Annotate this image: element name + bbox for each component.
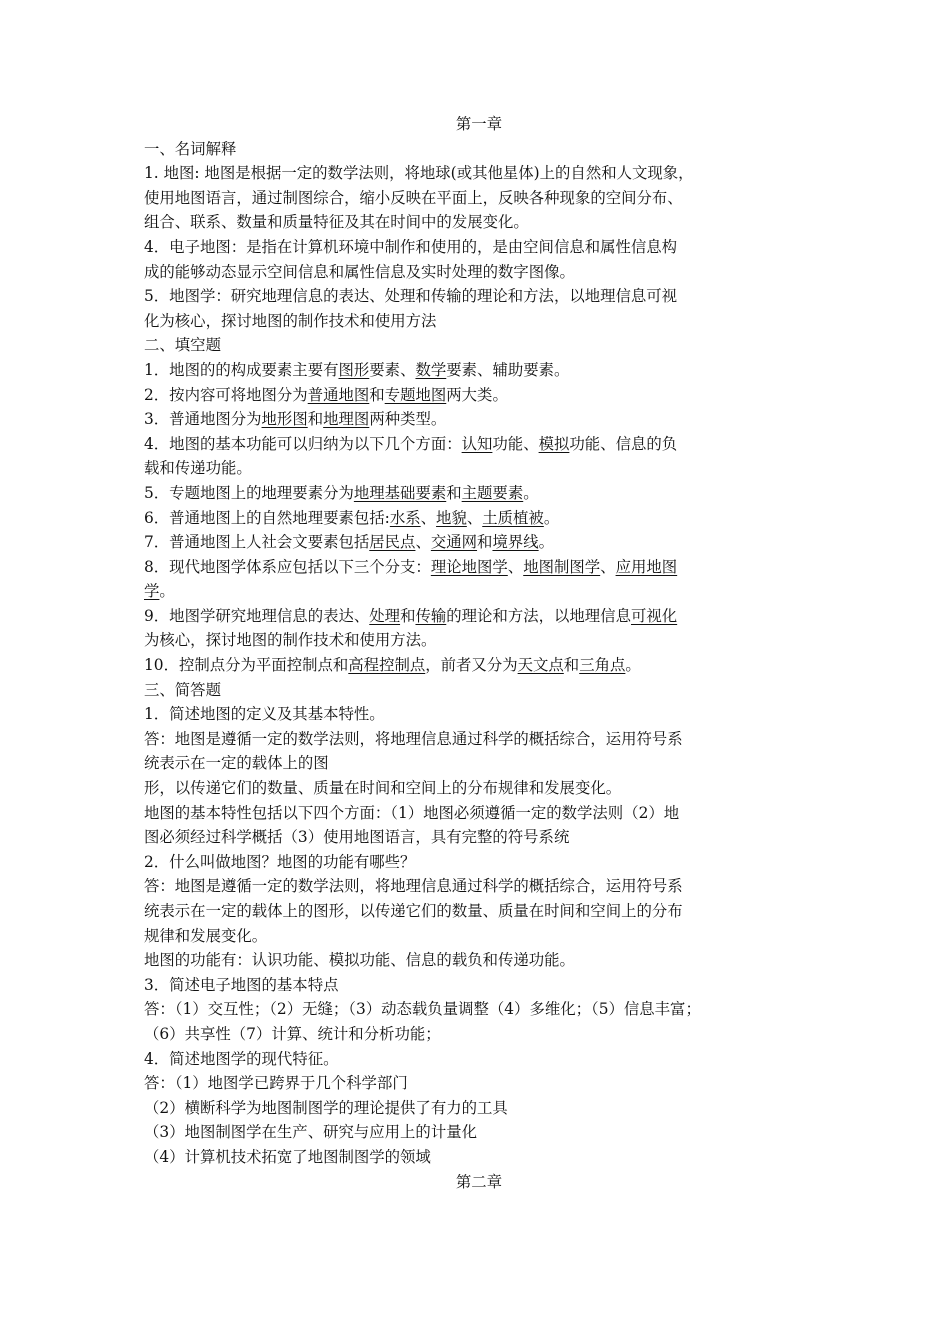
s1-line: 化为核心，探讨地图的制作技术和使用方法	[144, 311, 437, 330]
fill-question-7: 7．普通地图上人社会文要素包括居民点、交通网和境界线。	[144, 533, 555, 552]
answer-blank: 应用地图	[615, 557, 678, 576]
fill-question-3: 3．普通地图分为地形图和地理图两种类型。	[144, 410, 447, 429]
s3-line: 图必须经过科学概括（3）使用地图语言，具有完整的符号系统	[144, 828, 570, 847]
fill-question-6: 6．普通地图上的自然地理要素包括:水系、地貌、土质植被。	[144, 508, 560, 527]
s3-line: 2．什么叫做地图？地图的功能有哪些？	[144, 852, 416, 871]
answer-blank: 交通网	[430, 533, 478, 552]
answer-blank: 学	[144, 582, 160, 601]
s3-line: 答：地图是遵循一定的数学法则，将地理信息通过科学的概括综合，运用符号系	[144, 877, 683, 896]
s3-line: 答：地图是遵循一定的数学法则，将地理信息通过科学的概括综合，运用符号系	[144, 729, 683, 748]
s3-line: 统表示在一定的载体上的图	[144, 754, 329, 773]
fill-question-9-cont: 为核心，探讨地图的制作技术和使用方法。	[144, 631, 437, 650]
answer-blank: 居民点	[369, 533, 416, 552]
s1-line: 使用地图语言，通过制图综合，缩小反映在平面上，反映各种现象的空间分布、	[144, 188, 683, 207]
answer-blank: 模拟	[538, 434, 570, 453]
s3-line: 答：（1）地图学已跨界于几个科学部门	[144, 1074, 408, 1093]
s3-line: （6）共享性（7）计算、统计和分析功能；	[144, 1024, 441, 1043]
s3-line: 3．简述电子地图的基本特点	[144, 975, 339, 994]
fill-question-1: 1．地图的的构成要素主要有图形要素、数学要素、辅助要素。	[144, 360, 570, 379]
answer-blank: 天文点	[517, 656, 564, 675]
answer-blank: 理论地图学	[430, 557, 508, 576]
s3-line: （4）计算机技术拓宽了地图制图学的领域	[144, 1147, 431, 1166]
answer-blank: 专题地图	[384, 385, 447, 404]
s3-line: 4．简述地图学的现代特征。	[144, 1049, 339, 1068]
section-3-heading: 三、简答题	[144, 680, 221, 699]
s3-line: 地图的功能有：认识功能、模拟功能、信息的载负和传递功能。	[144, 951, 575, 970]
answer-blank: 数学	[415, 360, 447, 379]
answer-blank: 境界线	[492, 533, 539, 552]
s1-line: 成的能够动态显示空间信息和属性信息及实时处理的数字图像。	[144, 262, 575, 281]
fill-question-2: 2．按内容可将地图分为普通地图和专题地图两大类。	[144, 385, 508, 404]
answer-blank: 主题要素	[461, 483, 524, 502]
answer-blank: 高程控制点	[348, 656, 426, 675]
answer-blank: 三角点	[579, 656, 626, 675]
s3-line: 形，以传递它们的数量、质量在时间和空间上的分布规律和发展变化。	[144, 779, 622, 798]
s3-line: 规律和发展变化。	[144, 926, 268, 945]
answer-blank: 可视化	[630, 606, 678, 625]
fill-question-10: 10．控制点分为平面控制点和高程控制点，前者又分为天文点和三角点。	[144, 656, 641, 675]
fill-question-4: 4．地图的基本功能可以归纳为以下几个方面：认知功能、模拟功能、信息的负	[144, 434, 678, 453]
s1-line: 4．电子地图：是指在计算机环境中制作和使用的，是由空间信息和属性信息构	[144, 237, 678, 256]
answer-blank: 地理图	[323, 410, 370, 429]
answer-blank: 普通地图	[307, 385, 370, 404]
fill-question-5: 5．专题地图上的地理要素分为地理基础要素和主题要素。	[144, 483, 539, 502]
chapter-2-title: 第二章	[455, 1172, 503, 1191]
answer-blank: 处理	[369, 606, 401, 625]
fill-question-9: 9．地图学研究地理信息的表达、处理和传输的理论和方法，以地理信息可视化	[144, 606, 678, 625]
fill-question-4-cont: 载和传递功能。	[144, 459, 252, 478]
fill-question-8: 8．现代地图学体系应包括以下三个分支：理论地图学、地图制图学、应用地图	[144, 557, 678, 576]
answer-blank: 认知	[461, 434, 493, 453]
answer-blank: 传输	[415, 606, 447, 625]
s3-line: （3）地图制图学在生产、研究与应用上的计量化	[144, 1123, 477, 1142]
answer-blank: 地理基础要素	[353, 483, 447, 502]
s3-line: 地图的基本特性包括以下四个方面：（1）地图必须遵循一定的数学法则（2）地	[144, 803, 680, 822]
s3-line: （2）横断科学为地图制图学的理论提供了有力的工具	[144, 1098, 508, 1117]
chapter-1-title: 第一章	[455, 115, 503, 133]
section-1-heading: 一、名词解释	[144, 139, 237, 158]
s1-line: 1. 地图: 地图是根据一定的数学法则，将地球(或其他星体)上的自然和人文现象，	[144, 164, 694, 183]
answer-blank: 地貌	[436, 508, 467, 527]
fill-question-8-cont: 学。	[144, 582, 175, 601]
document-page	[144, 112, 814, 1194]
section-2-heading: 二、填空题	[144, 336, 221, 355]
s1-line: 5．地图学：研究地理信息的表达、处理和传输的理论和方法，以地理信息可视	[144, 287, 678, 306]
answer-blank: 图形	[338, 360, 370, 379]
s3-line: 统表示在一定的载体上的图形，以传递它们的数量、质量在时间和空间上的分布	[144, 902, 683, 920]
s3-line: 1．简述地图的定义及其基本特性。	[144, 705, 385, 724]
s1-line: 组合、联系、数量和质量特征及其在时间中的发展变化。	[144, 213, 529, 232]
answer-blank: 水系	[389, 508, 421, 527]
answer-blank: 地形图	[261, 410, 308, 429]
answer-blank: 地图制图学	[523, 557, 601, 576]
s3-line: 答：（1）交互性；（2）无缝；（3）动态载负量调整（4）多维化；（5）信息丰富；	[144, 1000, 701, 1019]
answer-blank: 土质植被	[482, 508, 544, 527]
